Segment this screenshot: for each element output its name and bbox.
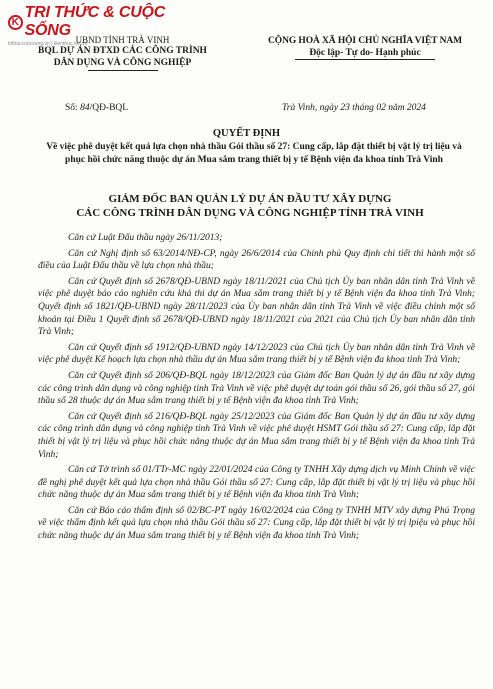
legal-basis-paragraph: Căn cứ Báo cáo thẩm định số 02/BC-PT ngày 16/02/2024 của Công ty TNHH MTV xây dựng Phú Trọng về việc thẩm định kết quả lựa chọn nhà thầu Gói thầu số 27: Cung cấp, lắp đặt thiết bị vật lý trị lpiệu và phục hồi chức năng thuộc dự án Mua sắm trang thiết bị y tế Bệnh viện đa khoa tỉnh Trà Vinh; bbox=[38, 505, 475, 542]
legal-basis-paragraph: Căn cứ Nghị định số 63/2014/NĐ-CP, ngày 26/6/2014 của Chính phủ Quy định chi tiết thi hành một số điều của Luật Đấu thầu về lựa chọn nhà thầu; bbox=[38, 248, 475, 272]
motto-underline bbox=[295, 59, 435, 60]
document-number bbox=[65, 103, 128, 113]
logo-mark-icon: K bbox=[8, 15, 23, 30]
legal-basis-paragraph: Căn cứ Quyết định số 206/QĐ-BQL ngày 18/12/2023 của Giám đốc Ban Quản lý dự án đầu tư xây dựng các công trình dân dụng và công nghiệp tỉnh Trà Vinh về việc phê duyệt dự toán gói thầu số 26, gói thầu số 27, gói thầu số 28 thuộc dự án Mua sắm trang thiết bị y tế Bệnh viện đa khoa tỉnh Trà Vinh; bbox=[38, 370, 475, 407]
masthead-subline: trithuccuocsong.vn | kienthuc.net.vn bbox=[8, 41, 88, 47]
legal-basis-paragraph: Căn cứ Quyết định số 2678/QĐ-UBND ngày 18/11/2021 của Chủ tịch Ủy ban nhân dân tỉnh Trà Vinh về việc phê duyệt báo cáo nghiên cứu khả thi dự án Mua sắm trang thiết bị y tế Bệnh viện đa khoa tỉnh Trà Vinh; Quyết định số 1821/QĐ-UBND ngày 28/11/2023 của Ủy ban nhân dân tỉnh Trà Vinh về việc điều chỉnh một số khoản tại Điều 1 Quyết định số 2678/QĐ-UBND ngày 18/11/2021 của 2021 của Chủ tịch Ủy ban nhân dân tỉnh Trà Vinh; bbox=[38, 276, 475, 338]
doc-number-value: 84 bbox=[80, 103, 90, 113]
date-place: Trà Vinh, ngày bbox=[282, 103, 339, 113]
issuing-agency-header bbox=[20, 35, 225, 71]
national-header bbox=[245, 36, 485, 60]
country-name: CỘNG HOÀ XÃ HỘI CHỦ NGHĨA VIỆT NAM bbox=[268, 36, 462, 46]
legal-basis-paragraph: Căn cứ Tờ trình số 01/TTr-MC ngày 22/01/2024 của Công ty TNHH Xây dựng dịch vụ Minh Chính về việc đề nghị phê duyệt kết quả lựa chọn nhà thầu Gói thầu số 27: Cung cấp, lắp đặt thiết bị vật lý trị liệu và phục hồi chức năng thuộc dự án Mua sắm trang thiết bị y tế Bệnh viện đa khoa tỉnh Trà Vinh; bbox=[38, 465, 475, 501]
national-motto: Độc lập- Tự do- Hạnh phúc bbox=[309, 48, 421, 58]
agency-name-line1: BQL DỰ ÁN ĐTXD CÁC CÔNG TRÌNH bbox=[38, 46, 207, 56]
issuing-authority bbox=[30, 192, 470, 220]
agency-underline bbox=[88, 70, 158, 71]
date-month: 02 bbox=[376, 103, 386, 113]
doc-number-label: Số: bbox=[65, 103, 78, 113]
doc-number-suffix: /QĐ-BQL bbox=[89, 103, 129, 113]
legal-basis-paragraph: Căn cứ Quyết định số 216/QĐ-BQL ngày 25/12/2023 của Giám đốc Ban Quản lý dự án đầu tư xây dựng các công trình dân dụng và công nghiệp tỉnh Trà Vinh về việc phê duyệt HSMT Gói thầu số 27: Cung cấp, lắp đặt thiết bị vật lý trị liệu và phục hồi chức năng thuộc dự án Mua sắm trang thiết bị y tế Bệnh viện đa khoa tỉnh Trà Vinh; bbox=[38, 411, 475, 460]
issue-date bbox=[282, 103, 426, 113]
document-title: QUYẾT ĐỊNH bbox=[212, 128, 281, 139]
date-day: 23 bbox=[340, 103, 350, 113]
agency-parent: UBND TỈNH TRÀ VINH bbox=[75, 35, 170, 45]
document-subject: Về việc phê duyệt kết quả lựa chọn nhà thầu Gói thầu số 27: Cung cấp, lắp đặt thiết bị vật lý trị liệu và phục hồi chức năng thuộc dự án Mua sắm trang thiết bị y tế Bệnh viện đa khoa tỉnh Trà Vinh bbox=[46, 142, 462, 165]
legal-basis-paragraph: Căn cứ Luật Đấu thầu ngày 26/11/2013; bbox=[68, 233, 223, 243]
agency-name-line2: DÂN DỤNG VÀ CÔNG NGHIỆP bbox=[53, 58, 192, 68]
authority-line2: CÁC CÔNG TRÌNH DÂN DỤNG VÀ CÔNG NGHIỆP TỈNH TRÀ VINH bbox=[76, 207, 424, 219]
legal-basis-paragraph: Căn cứ Quyết định số 1912/QĐ-UBND ngày 14/12/2023 của Chủ tịch Ủy ban nhân dân tỉnh Trà Vinh về việc phê duyệt Kế hoạch lựa chọn nhà thầu dự án Mua sắm trang thiết bị y tế Bệnh viện đa khoa tỉnh Trà Vinh; bbox=[38, 342, 475, 366]
date-year: năm 2024 bbox=[388, 103, 426, 113]
legal-basis-section bbox=[38, 232, 475, 546]
authority-line1: GIÁM ĐỐC BAN QUẢN LÝ DỰ ÁN ĐẦU TƯ XÂY DỰNG bbox=[108, 193, 392, 205]
date-month-label: tháng bbox=[352, 103, 374, 113]
logo-text: TRI THỨC & CUỘC SỐNG bbox=[24, 4, 166, 39]
